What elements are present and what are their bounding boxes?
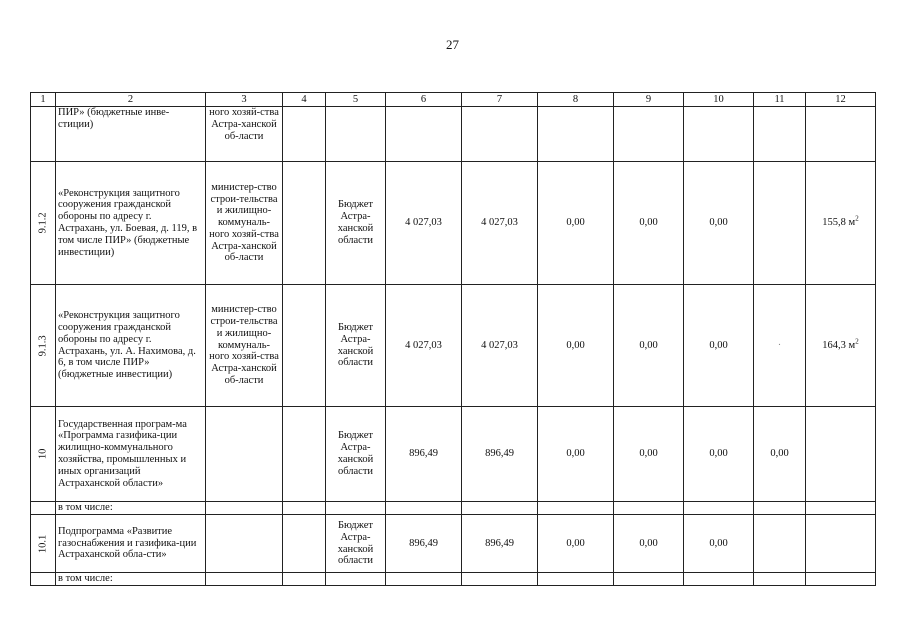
- column-number: 8: [538, 93, 614, 107]
- amount-col8: 0,00: [538, 515, 614, 573]
- funding-source: Бюджет Астра-ханской области: [326, 407, 386, 502]
- column-number: 6: [386, 93, 462, 107]
- amount-col8: 0,00: [538, 162, 614, 285]
- funding-source: Бюджет Астра-ханской области: [326, 162, 386, 285]
- table-row: [31, 107, 876, 162]
- amount-col9: 0,00: [614, 285, 684, 407]
- amount-col8: 0,00: [538, 285, 614, 407]
- column-number: 9: [614, 93, 684, 107]
- amount-col11: 0,00: [754, 407, 806, 502]
- amount-total: 896,49: [386, 407, 462, 502]
- row-number: 9.1.3: [31, 285, 56, 407]
- column-number: 5: [326, 93, 386, 107]
- amount-col8: 0,00: [538, 407, 614, 502]
- amount-total: 896,49: [386, 515, 462, 573]
- executor: министер-ство строи-тельства и жилищно-коммуналь-ного хозяй-ства Астра-ханской об-ласти: [206, 162, 283, 285]
- row-number: 10: [31, 407, 56, 502]
- table-row: [31, 515, 876, 573]
- indicator-value: 164,3 $м^2$: [806, 285, 876, 407]
- amount-col11: ·: [754, 285, 806, 407]
- activity-name: Государственная програм-ма «Программа газифика-ции жилищно-коммунального хозяйства, промышленных и иных организаций Астраханской области»: [56, 407, 206, 502]
- row-number: 9.1.2: [31, 162, 56, 285]
- row-number: 10.1: [31, 515, 56, 573]
- table-row: [31, 573, 876, 586]
- page-number: 27: [446, 37, 459, 52]
- amount-col10: 0,00: [684, 515, 754, 573]
- amount-col7: 4 027,03: [462, 162, 538, 285]
- amount-col10: 0,00: [684, 285, 754, 407]
- table-row: [31, 162, 876, 285]
- amount-col7: 896,49: [462, 407, 538, 502]
- amount-col9: 0,00: [614, 407, 684, 502]
- activity-name: Подпрограмма «Развитие газоснабжения и газифика-ции Астраханской обла-сти»: [56, 515, 206, 573]
- amount-col9: 0,00: [614, 162, 684, 285]
- column-number: 2: [56, 93, 206, 107]
- column-number: 3: [206, 93, 283, 107]
- amount-total: 4 027,03: [386, 162, 462, 285]
- funding-source: Бюджет Астра-ханской области: [326, 285, 386, 407]
- column-number: 12: [806, 93, 876, 107]
- amount-col10: 0,00: [684, 407, 754, 502]
- column-number: 1: [31, 93, 56, 107]
- column-number: 4: [283, 93, 326, 107]
- amount-total: 4 027,03: [386, 285, 462, 407]
- subtotal-label: в том числе:: [56, 502, 206, 515]
- subtotal-label: в том числе:: [56, 573, 206, 586]
- activity-name: «Реконструкция защитного сооружения гражданской обороны по адресу г. Астрахань, ул. А. Нахимова, д. 6, в том числе ПИР» (бюджетные инвестиции): [56, 285, 206, 407]
- amount-col10: 0,00: [684, 162, 754, 285]
- column-number: 10: [684, 93, 754, 107]
- executor: ного хозяй-ства Астра-ханской об-ласти: [206, 107, 283, 162]
- column-number: 11: [754, 93, 806, 107]
- amount-col9: 0,00: [614, 515, 684, 573]
- column-number: 7: [462, 93, 538, 107]
- table-row: [31, 285, 876, 407]
- row-number: [31, 107, 56, 162]
- table-row: [31, 407, 876, 502]
- table-row: [31, 502, 876, 515]
- activity-name: «Реконструкция защитного сооружения гражданской обороны по адресу г. Астрахань, ул. Боевая, д. 119, в том числе ПИР» (бюджетные инвестиции): [56, 162, 206, 285]
- amount-col7: 896,49: [462, 515, 538, 573]
- program-table: [30, 92, 876, 586]
- activity-name: ПИР» (бюджетные инве-стиции): [56, 107, 206, 162]
- amount-col7: 4 027,03: [462, 285, 538, 407]
- indicator-value: 155,8 $м^2$: [806, 162, 876, 285]
- funding-source: Бюджет Астра-ханской области: [326, 515, 386, 573]
- executor: министер-ство строи-тельства и жилищно-коммуналь-ного хозяй-ства Астра-ханской об-ласти: [206, 285, 283, 407]
- column-number-row: [31, 93, 876, 107]
